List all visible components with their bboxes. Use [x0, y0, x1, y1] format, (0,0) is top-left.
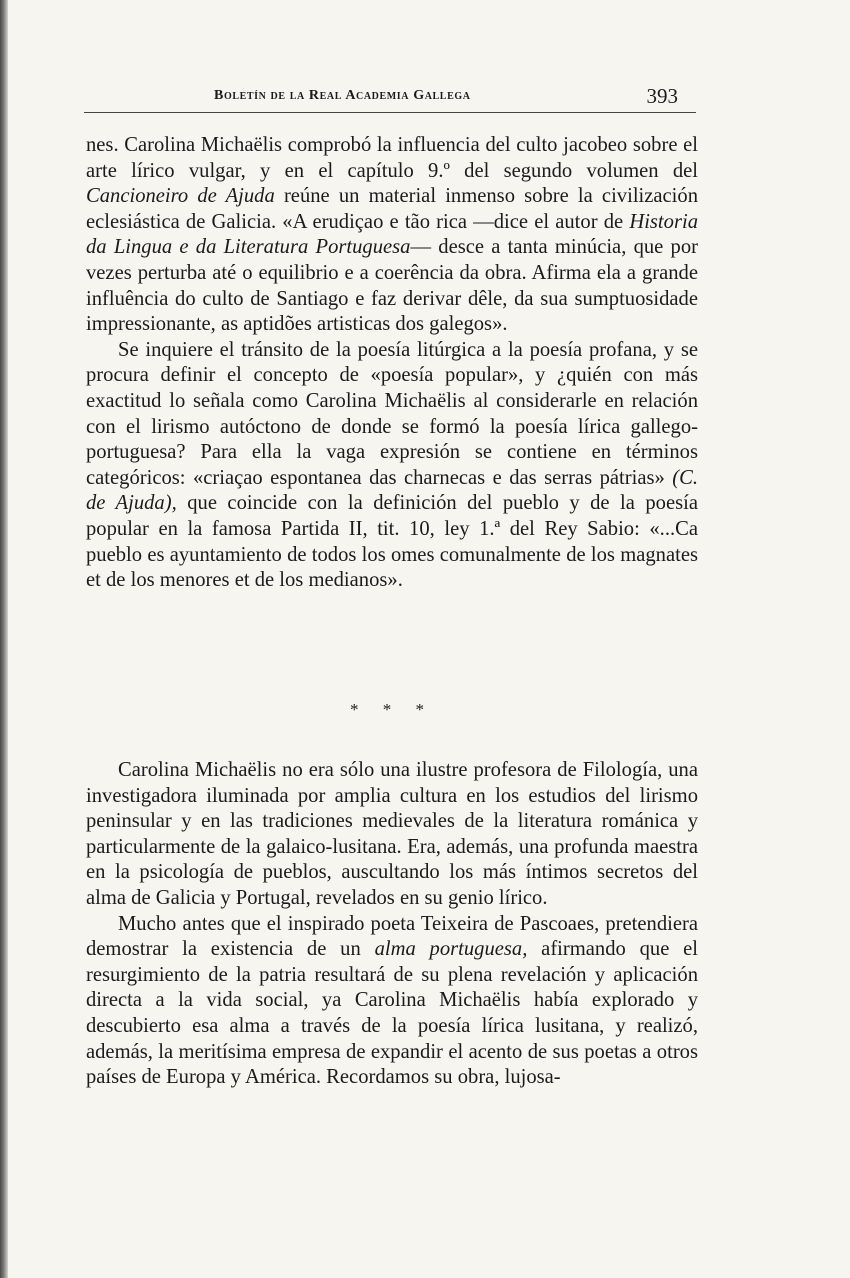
section-separator: * * * [350, 700, 434, 719]
paragraph: Se inquiere el tránsito de la poesía litúrgica a la poesía profana, y se procura definir el concepto de «poesía popular», y ¿quién con más exactitud lo señala como Carolina Michaëlis al considerarle en relación con el lirismo autóctono de donde se formó la poesía lírica gallego-portuguesa? Para ella la vaga expresión se contiene en términos categóricos: «criaçao espontanea das charnecas e das serras pátrias» (C. de Ajuda), que coincide con la definición del pueblo y de la poesía popular en la famosa Partida II, tit. 10, ley 1.ª del Rey Sabio: «...Ca pueblo es ayuntamiento de todos los omes comunalmente de los magnates et de los menores et de los medianos». [86, 338, 698, 592]
running-title: Boletín de la Real Academia Gallega [214, 88, 471, 103]
paragraph: Mucho antes que el inspirado poeta Teixeira de Pascoaes, pretendiera demostrar la existencia de un alma portuguesa, afirmando que el resurgimiento de la patria resultará de su plena revelación y aplicación directa a la vida social, ya Carolina Michaëlis había explorado y descubierto esa alma a través de la poesía lírica lusitana, y realizó, además, la meritísima empresa de expandir el acento de sus poetas a otros países de Europa y América. Recordamos su obra, lujosa- [86, 912, 698, 1089]
page-header [84, 86, 696, 116]
body-section-1 [86, 133, 698, 594]
paragraph: Carolina Michaëlis no era sólo una ilustre profesora de Filología, una investigadora iluminada por amplia cultura en los estudios del lirismo peninsular y en las tradiciones medievales de la literatura románica y particularmente de la galaico-lusitana. Era, además, una profunda maestra en la psicología de pueblos, auscultando los más íntimos secretos del alma de Galicia y Portugal, revelados en su genio lírico. [86, 759, 698, 909]
body-section-2 [86, 758, 698, 1091]
page-binding-edge [0, 0, 8, 1278]
page-number: 393 [646, 84, 678, 108]
header-rule [84, 112, 696, 113]
paragraph: nes. Carolina Michaëlis comprobó la influencia del culto jacobeo sobre el arte lírico vulgar, y en el capítulo 9.º del segundo volumen del Cancioneiro de Ajuda reúne un material inmenso sobre la civilización eclesiástica de Galicia. «A erudiçao e tão rica —dice el autor de Historia da Lingua e da Literatura Portuguesa— desce a tanta minúcia, que por vezes perturba até o equilibrio e a coerência da obra. Afirma ela a grande influência do culto de Santiago e faz derivar dêle, da sua sumptuosidade impressionante, as aptidões artisticas dos galegos». [86, 134, 698, 336]
